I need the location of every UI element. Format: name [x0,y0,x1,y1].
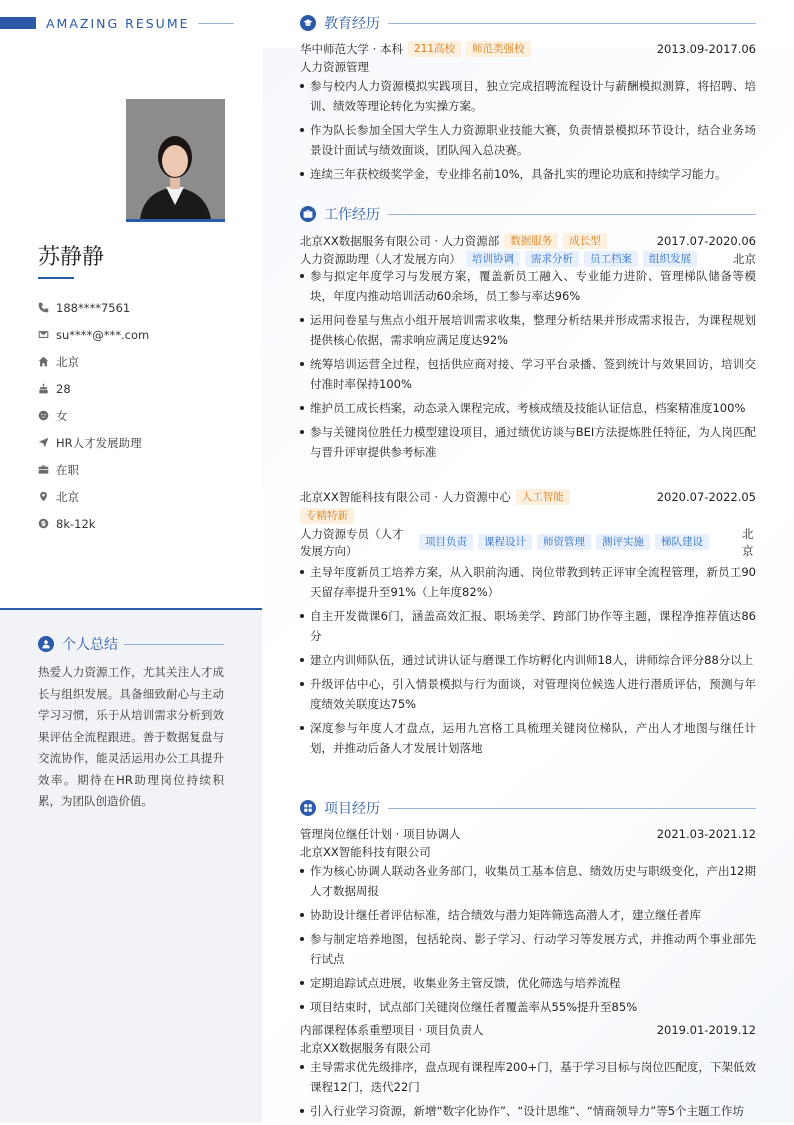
education-header-line [388,23,756,24]
job-company-tag: 数据服务 [504,233,558,249]
job-skill-tag: 培训协调 [466,251,520,267]
job-header [300,488,756,506]
education-bullets [300,76,756,188]
project-bullets [300,1057,756,1125]
job-bullet: 升级评估中心，引入情景模拟与行为面谈，对管理岗位候选人进行潜质评估，预测与年度绩效关联度达75% [300,674,756,714]
summary-header [38,634,224,654]
contact-residence [38,348,149,375]
job-company: 北京XX智能科技有限公司 · 人力资源中心 [300,490,511,504]
portrait-illustration [126,99,225,219]
project-header [300,825,756,843]
job-bullet: 参与关键岗位胜任力模型建设项目，通过绩优访谈与BEI方法提炼胜任特征，为人岗匹配与晋升评审提供参考标准 [300,422,756,462]
location-icon [38,491,49,502]
job-bullet: 深度参与年度人才盘点，运用九宫格工具梳理关键岗位梯队，产出人才地图与继任计划，并推动后备人才发展计划落地 [300,718,756,758]
job-company-group [300,233,607,249]
projects-header [300,798,756,818]
project-bullet: 定期追踪试点进展，收集业务主管反馈，优化筛选与培养流程 [300,973,756,993]
job-bullet: 统筹培训运营全过程，包括供应商对接、学习平台录播、签到统计与效果回访，培训交付准时率保持100% [300,354,756,394]
work-header [300,204,756,224]
job-skill-tag: 员工档案 [584,251,638,267]
briefcase-icon [38,464,49,475]
contact-list [38,294,149,537]
grid-icon [300,800,316,816]
project-bullet: 主导需求优先级排序，盘点现有课程库200+门，基于学习目标与岗位匹配度，下架低效课程12门，迭代22门 [300,1057,756,1097]
contact-salary [38,510,149,537]
work-header-line [388,214,756,215]
education-bullet: 参与校内人力资源模拟实践项目，独立完成招聘流程设计与薪酬模拟测算，将招聘、培训、绩效等理论转化为实操方案。 [300,76,756,116]
education-title: 教育经历 [324,16,380,32]
send-icon [38,437,49,448]
contact-phone-value: 188****7561 [56,300,131,315]
contact-residence-value: 北京 [56,354,79,369]
name-underline [38,277,74,279]
mail-icon [38,329,49,340]
contact-email-value: su****@***.com [56,327,150,342]
job-bullet: 维护员工成长档案，动态录入课程完成、考核成绩及技能认证信息，档案精准度100% [300,398,756,418]
job-company: 北京XX数据服务有限公司 · 人力资源部 [300,234,500,248]
contact-email [38,321,149,348]
education-school: 华中师范大学 · 本科 [300,42,403,56]
education-tag: 211高校 [408,41,461,57]
education-major: 人力资源管理 [300,60,369,74]
work-title: 工作经历 [324,207,380,223]
brand-text: AMAZING RESUME [46,15,190,31]
job-city: 北京 [733,252,756,266]
contact-target-role [38,429,149,456]
job-position-row [300,526,756,562]
cake-icon [38,383,49,394]
job-skill-tag: 项目负责 [419,534,473,550]
project-bullet: 项目结束时，试点部门关键岗位继任者覆盖率从55%提升至85% [300,997,756,1017]
job-skill-tag: 需求分析 [525,251,579,267]
project-bullet: 参与制定培养地图，包括轮岗、影子学习、行动学习等发展方式，并推动两个事业部先行试点 [300,929,756,969]
contact-age [38,375,149,402]
education-tag: 师范类强校 [466,41,531,57]
job-bullet: 自主开发微课6门，涵盖高效汇报、职场美学、跨部门协作等主题，课程净推荐值达86分 [300,606,756,646]
contact-gender-value: 女 [56,408,68,423]
job-bullets [300,266,756,466]
job-header [300,232,756,250]
brand-bar [0,17,36,29]
job-bullets [300,562,756,762]
job-skill-tag: 师资管理 [537,534,591,550]
job-company-tag: 人工智能 [516,489,570,505]
project-bullet: 协助设计继任者评估标准，结合绩效与潜力矩阵筛选高潜人才，建立继任者库 [300,905,756,925]
project-org: 北京XX数据服务有限公司 [300,1041,431,1055]
user-icon [38,636,54,652]
education-header [300,13,756,33]
education-date: 2013.09-2017.06 [656,42,756,56]
projects-title: 项目经历 [324,801,380,817]
job-skill-tags [414,534,709,550]
job-bullet: 运用问卷星与焦点小组开展培训需求收集，整理分析结果并形成需求报告，为课程规划提供核心依据，需求响应满足度达92% [300,310,756,350]
project-bullet: 引入行业学习资源，新增“数字化协作”、“设计思维”、“情商领导力”等5个主题工作坊 [300,1101,756,1121]
project-name: 内部课程体系重塑项目 · 项目负责人 [300,1023,484,1037]
job-skill-tag: 组织发展 [643,251,697,267]
job-bullet: 参与拟定年度学习与发展方案，覆盖新员工融入、专业能力进阶、管理梯队储备等模块，年度内推动培训活动60余场，员工参与率达96% [300,266,756,306]
contact-salary-value: 8k-12k [56,516,96,531]
job-company-tag: 专精特新 [300,508,354,524]
candidate-name: 苏静静 [38,245,105,270]
project-bullets [300,861,756,1021]
job-skill-tag: 梯队建设 [655,534,709,550]
job-position-group [300,251,697,267]
brand-line [198,23,234,24]
briefcase-section-icon [300,206,316,222]
contact-gender [38,402,149,429]
contact-phone [38,294,149,321]
summary-text: 热爱人力资源工作，尤其关注人才成长与组织发展。具备细致耐心与主动学习习惯，乐于从培训需求分析到效果评估全流程跟进。善于数据复盘与交流协作，能灵活运用办公工具提升效率。期待在HR助理岗位持续积累，为团队创造价值。 [38,665,224,808]
education-bullet: 连续三年获校级奖学金，专业排名前10%，具备扎实的理论功底和持续学习能力。 [300,164,756,184]
summary-panel [0,610,262,1123]
sidebar [0,0,262,1123]
job-date: 2017.07-2020.06 [656,234,756,248]
job-city: 北京 [742,527,754,558]
education-school-group [300,41,531,57]
job-company-tag: 成长型 [563,233,607,249]
job-company-group [300,489,570,505]
project-date: 2021.03-2021.12 [656,827,756,841]
projects-header-line [388,808,756,809]
money-icon [38,518,49,529]
contact-age-value: 28 [56,381,71,396]
contact-target-city-value: 北京 [56,489,79,504]
job-bullet: 建立内训师队伍，通过试讲认证与磨课工作坊孵化内训师18人，讲师综合评分88分以上 [300,650,756,670]
project-date: 2019.01-2019.12 [656,1023,756,1037]
job-position: 人力资源助理（人才发展方向） [300,252,461,266]
education-bullet: 作为队长参加全国大学生人力资源职业技能大赛，负责情景模拟环节设计，结合业务场景设计面试与绩效面谈，团队闯入总决赛。 [300,120,756,160]
job-tag-row [300,508,756,526]
education-entry-header [300,40,756,58]
brand-header [0,12,240,34]
contact-target-city [38,483,149,510]
phone-icon [38,302,49,313]
face-icon [38,410,49,421]
project-name: 管理岗位继任计划 · 项目协调人 [300,827,461,841]
job-bullet: 主导年度新员工培养方案，从入职前沟通、岗位带教到转正评审全流程管理，新员工90天留存率提升至91%（上年度82%） [300,562,756,602]
project-header [300,1021,756,1039]
summary-title: 个人总结 [62,637,118,653]
job-skill-tag: 测评实施 [596,534,650,550]
job-date: 2020.07-2022.05 [656,490,756,504]
contact-status [38,456,149,483]
summary-header-line [124,644,224,645]
project-bullet: 作为核心协调人联动各业务部门，收集员工基本信息、绩效历史与职级变化，产出12期人才数据周报 [300,861,756,901]
project-org: 北京XX智能科技有限公司 [300,845,431,859]
profile-photo [126,99,225,222]
job-position: 人力资源专员（人才发展方向） [300,527,404,558]
home-icon [38,356,49,367]
graduation-cap-icon [300,15,316,31]
contact-target-role-value: HR人才发展助理 [56,435,142,450]
job-skill-tag: 课程设计 [478,534,532,550]
contact-status-value: 在职 [56,462,79,477]
